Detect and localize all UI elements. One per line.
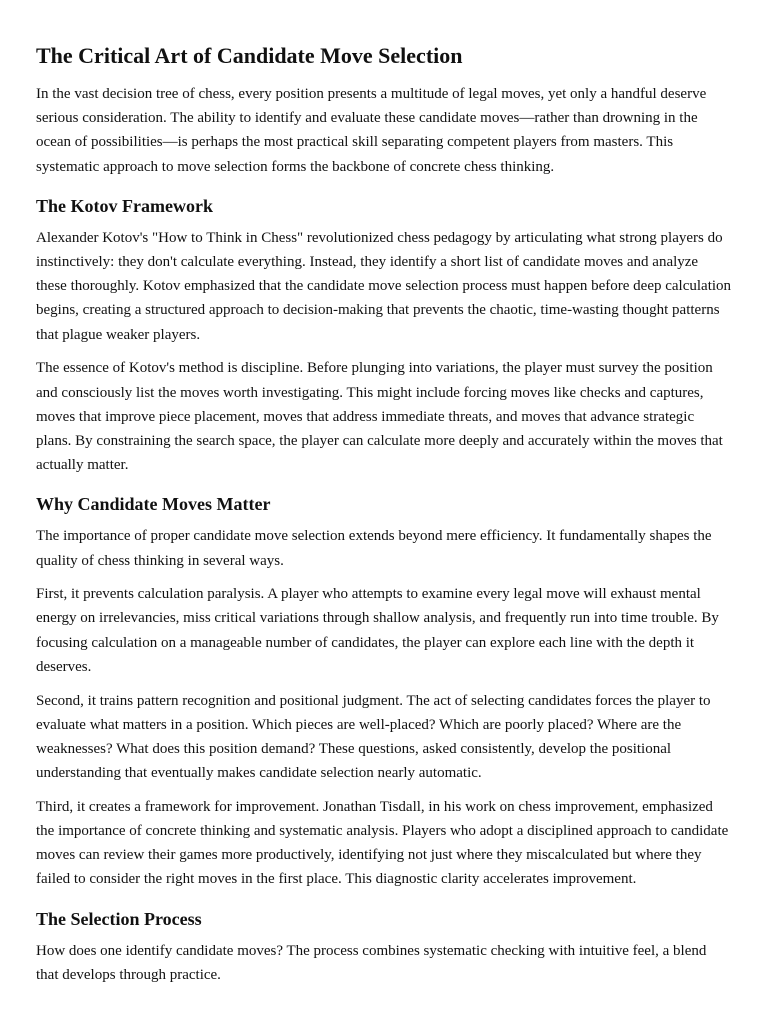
section-paragraph: First, it prevents calculation paralysis. A player who attempts to examine every legal move will exhaust mental energy on irrelevancies, miss critical variations through shallow analysis, and frequently run into time trouble. By focusing calculation on a manageable number of candidates, the player can explore each line with the depth it deserves. — [36, 586, 719, 675]
section-heading: Why Candidate Moves Matter — [36, 494, 271, 515]
section-heading: The Kotov Framework — [36, 195, 213, 216]
section-paragraph: How does one identify candidate moves? The process combines systematic checking with intuitive feel, a blend that develops through practice. — [36, 942, 707, 983]
article-title: The Critical Art of Candidate Move Selection — [36, 43, 463, 68]
section-paragraph: Second, it trains pattern recognition and positional judgment. The act of selecting candidates forces the player to evaluate what matters in a position. Which pieces are well-placed? Which are poorly placed? Where are the weaknesses? What does this position demand? These questions, asked consistently, develop the positional understanding that eventually makes candidate selection nearly automatic. — [36, 692, 711, 782]
section-paragraph: The essence of Kotov's method is discipline. Before plunging into variations, the player must survey the position and consciously list the moves worth investigating. This might include forcing moves like checks and captures, moves that improve piece placement, moves that address immediate threats, and moves that advance strategic plans. By constraining the search space, the player can calculate more deeply and accurately within the moves that actually matter. — [36, 360, 723, 474]
section-paragraph: Third, it creates a framework for improvement. Jonathan Tisdall, in his work on chess improvement, emphasized the importance of concrete thinking and systematic analysis. Players who adopt a disciplined approach to candidate moves can review their games more productively, identifying not just where they miscalculated but where they failed to consider the right moves in the first place. This diagnostic clarity accelerates improvement. — [36, 798, 729, 888]
section-paragraph: Alexander Kotov's "How to Think in Chess" revolutionized chess pedagogy by articulating what strong players do instinctively: they don't calculate everything. Instead, they identify a short list of candidate moves and analyze these thoroughly. Kotov emphasized that the candidate move selection process must happen before deep calculation begins, creating a structured approach to decision-making that prevents the chaotic, time-wasting thought patterns that plague weaker players. — [36, 229, 732, 343]
intro-paragraph: In the vast decision tree of chess, every position presents a multitude of legal moves, yet only a handful deserve serious consideration. The ability to identify and evaluate these candidate moves—rather than drowning in the ocean of possibilities—is perhaps the most practical skill separating competent players from masters. This systematic approach to move selection forms the backbone of concrete chess thinking. — [36, 86, 707, 175]
section-paragraph: The importance of proper candidate move selection extends beyond mere efficiency. It fundamentally shapes the quality of chess thinking in several ways. — [36, 528, 712, 569]
section-heading: The Selection Process — [36, 908, 202, 929]
